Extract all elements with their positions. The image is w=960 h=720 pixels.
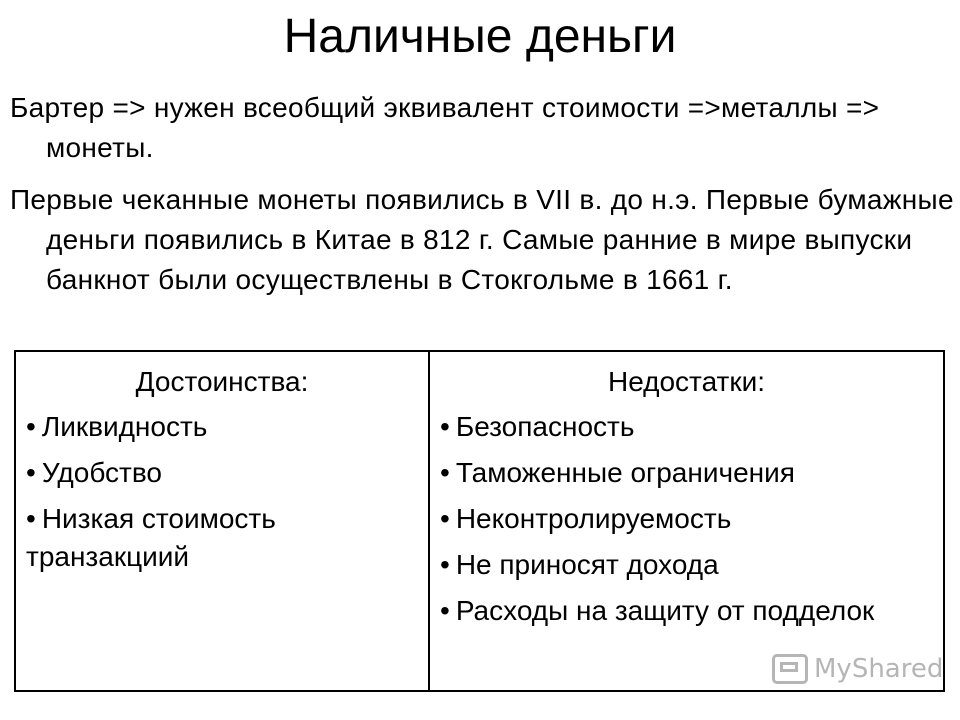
projector-icon xyxy=(772,654,808,684)
cons-item-label: Расходы на защиту от подделок xyxy=(455,595,875,626)
bullet-icon: • xyxy=(440,411,450,442)
cons-item xyxy=(440,500,933,538)
pros-item xyxy=(26,500,418,576)
cons-heading: Недостатки: xyxy=(607,366,766,397)
cons-item xyxy=(440,592,933,630)
cons-item xyxy=(440,454,933,492)
bullet-icon: • xyxy=(440,549,450,580)
pros-item-label: Низкая стоимость транзакциий xyxy=(26,503,276,572)
cons-item-label: Не приносят дохода xyxy=(455,549,719,580)
pros-item-label: Ликвидность xyxy=(41,411,208,442)
paragraph-barter: Бартер => нужен всеобщий эквивалент стоимости =>металлы => монеты. xyxy=(10,92,880,163)
pros-column xyxy=(16,352,430,690)
cons-item-label: Неконтролируемость xyxy=(455,503,732,534)
watermark xyxy=(772,654,943,684)
bullet-icon: • xyxy=(26,411,36,442)
bullet-icon: • xyxy=(440,503,450,534)
paragraph-history: Первые чеканные монеты появились в VII в. до н.э. Первые бумажные деньги появились в Китае в 812 г. Самые ранние в мире выпуски банкнот были осуществлены в Стокгольме в 1661 г. xyxy=(10,184,954,295)
pros-item xyxy=(26,454,418,492)
pros-heading: Достоинства: xyxy=(135,366,309,397)
cons-item xyxy=(440,546,933,584)
pros-cons-table xyxy=(14,350,945,692)
cons-item-label: Таможенные ограничения xyxy=(455,457,795,488)
cons-column xyxy=(430,352,943,690)
bullet-icon: • xyxy=(440,457,450,488)
slide-title: Наличные деньги xyxy=(283,10,677,63)
pros-item-label: Удобство xyxy=(41,457,163,488)
bullet-icon: • xyxy=(26,503,36,534)
cons-item-label: Безопасность xyxy=(455,411,635,442)
bullet-icon: • xyxy=(26,457,36,488)
pros-item xyxy=(26,408,418,446)
bullet-icon: • xyxy=(440,595,450,626)
cons-item xyxy=(440,408,933,446)
watermark-text: MyShared xyxy=(814,654,944,684)
